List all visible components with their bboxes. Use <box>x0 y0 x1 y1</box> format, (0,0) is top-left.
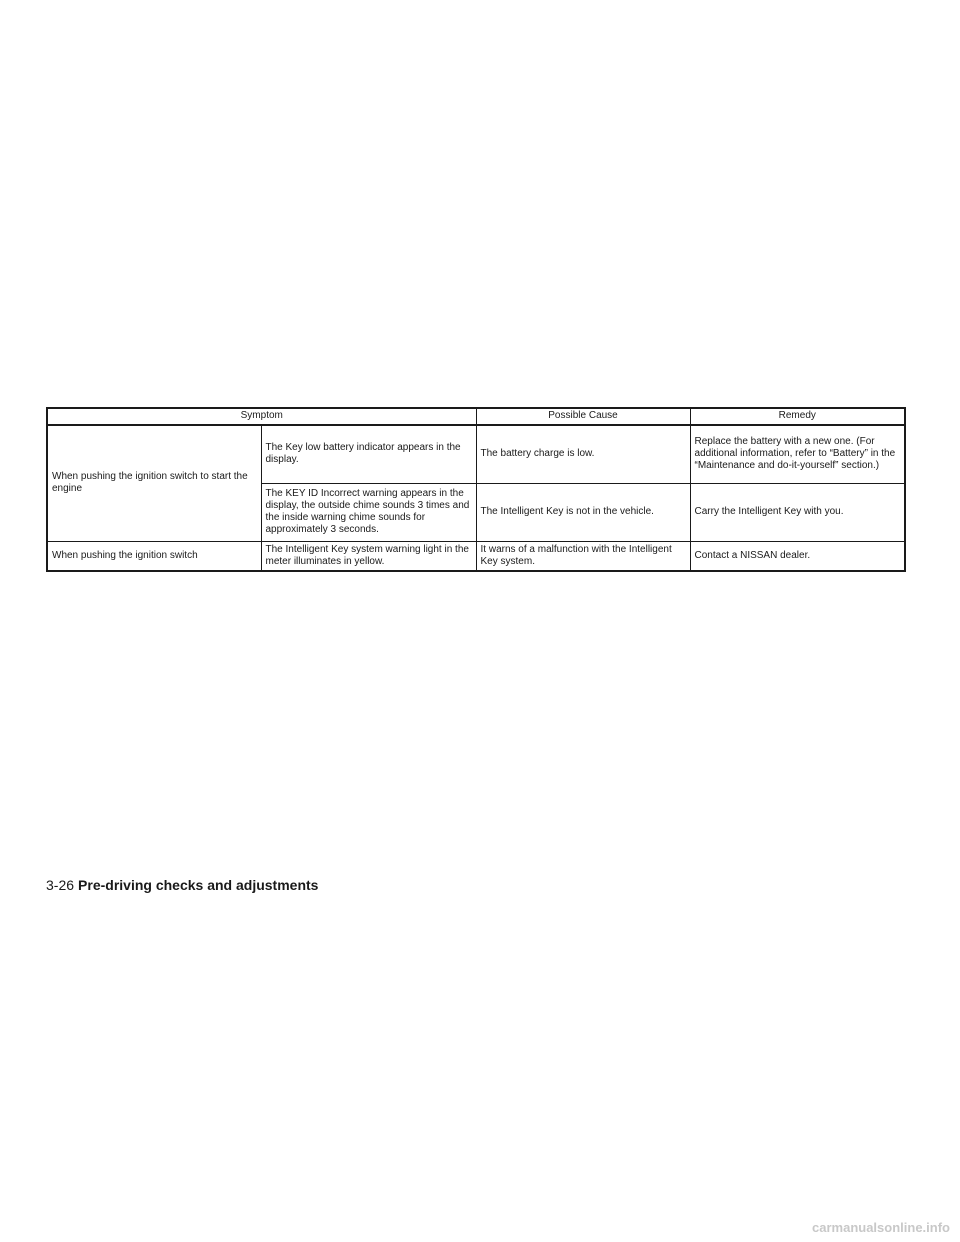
page-number: 3-26 <box>46 877 75 893</box>
cause-cell: The battery charge is low. <box>476 425 690 483</box>
table-header-row <box>47 408 905 425</box>
header-symptom: Symptom <box>47 408 476 425</box>
indicator-cell: The Key low battery indicator appears in the display. <box>261 425 476 483</box>
header-possible-cause: Possible Cause <box>476 408 690 425</box>
indicator-cell: The Intelligent Key system warning light in the meter illuminates in yellow. <box>261 541 476 571</box>
watermark-text: carmanualsonline.info <box>812 1220 950 1235</box>
page-footer <box>46 877 318 893</box>
troubleshooting-table <box>46 407 906 572</box>
cause-cell: It warns of a malfunction with the Intelligent Key system. <box>476 541 690 571</box>
table-row <box>47 425 905 483</box>
indicator-cell: The KEY ID Incorrect warning appears in the display, the outside chime sounds 3 times and the inside warning chime sounds for approximately 3 seconds. <box>261 483 476 541</box>
remedy-cell: Contact a NISSAN dealer. <box>690 541 905 571</box>
cause-cell: The Intelligent Key is not in the vehicle. <box>476 483 690 541</box>
remedy-cell: Carry the Intelligent Key with you. <box>690 483 905 541</box>
section-title: Pre-driving checks and adjustments <box>78 877 319 893</box>
remedy-cell: Replace the battery with a new one. (For additional information, refer to “Battery” in the “Maintenance and do-it-yourself” section.) <box>690 425 905 483</box>
troubleshooting-table-container <box>46 407 904 572</box>
table-row <box>47 541 905 571</box>
symptom-cell: When pushing the ignition switch <box>47 541 261 571</box>
header-remedy: Remedy <box>690 408 905 425</box>
symptom-cell: When pushing the ignition switch to start the engine <box>47 425 261 541</box>
